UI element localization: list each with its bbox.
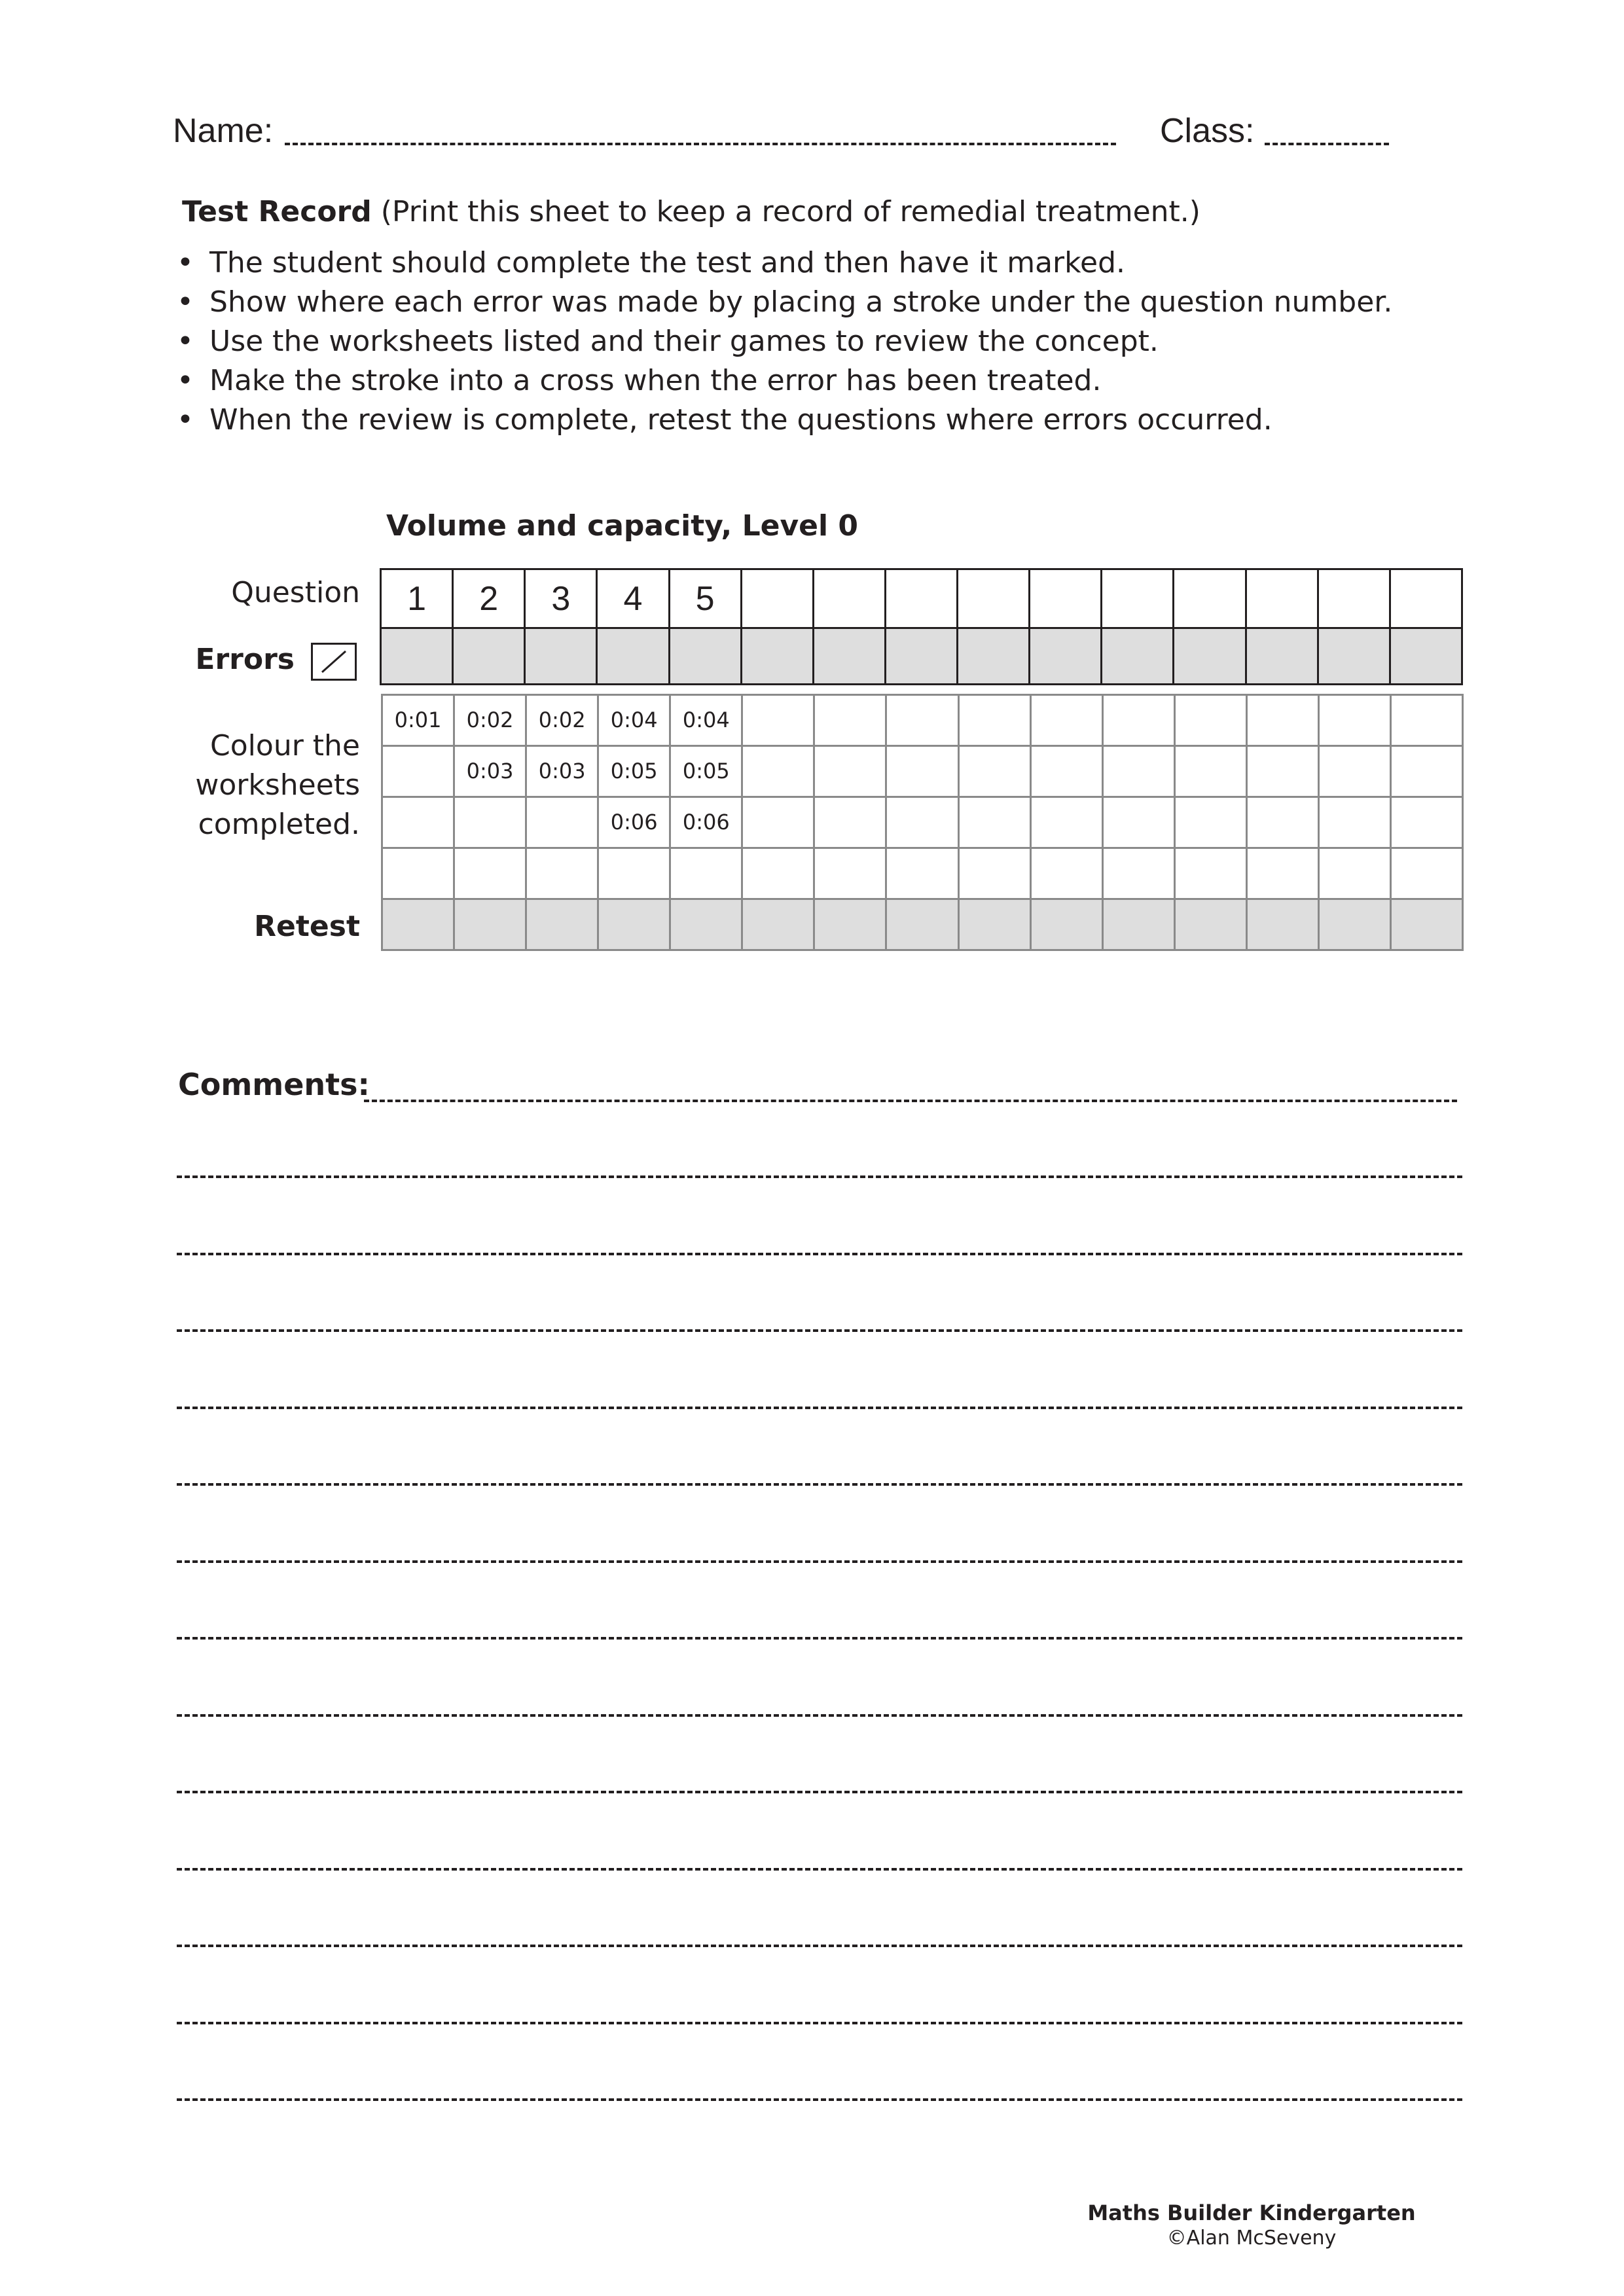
worksheet-cell[interactable] bbox=[742, 695, 814, 746]
errors-cell[interactable] bbox=[741, 628, 813, 685]
worksheet-cell[interactable] bbox=[382, 848, 454, 899]
intro-title: Test Record bbox=[182, 195, 372, 228]
worksheet-cell[interactable] bbox=[886, 746, 958, 797]
errors-row bbox=[381, 628, 1462, 685]
instruction-item: • Make the stroke into a cross when the error has been treated. bbox=[177, 361, 1392, 401]
worksheet-cell[interactable] bbox=[526, 797, 598, 848]
footer-copyright: ©Alan McSeveny bbox=[1166, 2227, 1337, 2250]
retest-cell[interactable] bbox=[526, 899, 598, 950]
question-number-cell bbox=[1102, 569, 1174, 628]
instruction-list bbox=[177, 243, 1392, 440]
worksheet-cell[interactable] bbox=[382, 746, 454, 797]
question-number-cell bbox=[885, 569, 957, 628]
question-number-cell bbox=[1030, 569, 1102, 628]
worksheet-cell[interactable]: 0:05 bbox=[670, 746, 742, 797]
worksheet-cell[interactable] bbox=[814, 695, 886, 746]
errors-cell[interactable] bbox=[1030, 628, 1102, 685]
comment-line[interactable] bbox=[177, 1407, 1462, 1409]
worksheet-cell[interactable] bbox=[958, 746, 1030, 797]
errors-cell[interactable] bbox=[1246, 628, 1318, 685]
retest-cell[interactable] bbox=[670, 899, 742, 950]
intro-text bbox=[182, 195, 1200, 228]
errors-cell[interactable] bbox=[525, 628, 597, 685]
question-number-cell bbox=[1318, 569, 1390, 628]
worksheet-cell[interactable] bbox=[1246, 848, 1318, 899]
worksheet-cell[interactable] bbox=[886, 797, 958, 848]
question-number-cell bbox=[1174, 569, 1246, 628]
instruction-item: • Use the worksheets listed and their games to review the concept. bbox=[177, 322, 1392, 361]
comment-line[interactable] bbox=[177, 1253, 1462, 1255]
question-errors-table bbox=[380, 568, 1463, 685]
name-label: Name: bbox=[173, 112, 274, 150]
worksheet-cell[interactable] bbox=[1246, 797, 1318, 848]
comment-line[interactable] bbox=[177, 1791, 1462, 1793]
comment-line[interactable] bbox=[177, 1483, 1462, 1486]
question-row-label: Question bbox=[231, 576, 360, 609]
class-label: Class: bbox=[1160, 112, 1255, 150]
intro-note: (Print this sheet to keep a record of remedial treatment.) bbox=[371, 195, 1200, 228]
worksheet-cell[interactable] bbox=[742, 797, 814, 848]
question-number-cell bbox=[813, 569, 885, 628]
retest-cell[interactable] bbox=[886, 899, 958, 950]
errors-cell[interactable] bbox=[669, 628, 741, 685]
retest-cell[interactable] bbox=[814, 899, 886, 950]
errors-cell[interactable] bbox=[1102, 628, 1174, 685]
footer-title: Maths Builder Kindergarten bbox=[1087, 2200, 1416, 2225]
worksheet-cell[interactable] bbox=[1318, 746, 1390, 797]
comment-line[interactable] bbox=[177, 2098, 1462, 2101]
worksheet-cell[interactable] bbox=[1318, 695, 1390, 746]
errors-cell[interactable] bbox=[381, 628, 453, 685]
instruction-item: • Show where each error was made by placing a stroke under the question number. bbox=[177, 283, 1392, 322]
worksheet-cell[interactable] bbox=[1102, 797, 1174, 848]
worksheet-cell[interactable] bbox=[886, 695, 958, 746]
worksheet-cell[interactable] bbox=[1246, 746, 1318, 797]
worksheet-row bbox=[382, 848, 1463, 899]
errors-cell[interactable] bbox=[885, 628, 957, 685]
worksheet-cell[interactable] bbox=[1390, 848, 1462, 899]
worksheet-cell[interactable] bbox=[598, 848, 670, 899]
errors-cell[interactable] bbox=[597, 628, 669, 685]
worksheet-cell[interactable]: 0:04 bbox=[670, 695, 742, 746]
retest-cell[interactable] bbox=[1102, 899, 1174, 950]
worksheet-row bbox=[382, 746, 1463, 797]
question-number-cell: 1 bbox=[381, 569, 453, 628]
worksheet-cell[interactable] bbox=[1030, 848, 1102, 899]
question-number-cell: 3 bbox=[525, 569, 597, 628]
worksheet-cell[interactable] bbox=[454, 797, 526, 848]
name-field-line[interactable] bbox=[285, 143, 1116, 145]
worksheet-cell[interactable] bbox=[886, 848, 958, 899]
worksheet-cell[interactable] bbox=[1102, 695, 1174, 746]
errors-row-label: Errors bbox=[195, 643, 295, 676]
worksheet-cell[interactable] bbox=[958, 848, 1030, 899]
worksheet-cell[interactable] bbox=[814, 848, 886, 899]
question-number-row bbox=[381, 569, 1462, 628]
stroke-box-icon bbox=[311, 643, 357, 681]
worksheet-cell[interactable]: 0:06 bbox=[670, 797, 742, 848]
worksheet-cell[interactable]: 0:02 bbox=[454, 695, 526, 746]
comments-label: Comments: bbox=[178, 1067, 370, 1102]
worksheet-cell[interactable] bbox=[1174, 695, 1246, 746]
worksheet-cell[interactable] bbox=[958, 797, 1030, 848]
worksheet-cell[interactable] bbox=[814, 797, 886, 848]
retest-cell[interactable] bbox=[1318, 899, 1390, 950]
worksheet-cell[interactable] bbox=[1174, 797, 1246, 848]
comment-line[interactable] bbox=[177, 1329, 1462, 1332]
worksheet-cell[interactable] bbox=[1390, 695, 1462, 746]
retest-cell[interactable] bbox=[382, 899, 454, 950]
retest-cell[interactable] bbox=[1390, 899, 1462, 950]
worksheet-cell[interactable]: 0:02 bbox=[526, 695, 598, 746]
instruction-item: • When the review is complete, retest the questions where errors occurred. bbox=[177, 401, 1392, 440]
comment-line[interactable] bbox=[177, 1714, 1462, 1717]
worksheet-row bbox=[382, 695, 1463, 746]
worksheet-cell[interactable] bbox=[670, 848, 742, 899]
question-number-cell: 2 bbox=[453, 569, 525, 628]
retest-cell[interactable] bbox=[598, 899, 670, 950]
retest-row-label: Retest bbox=[254, 910, 360, 943]
worksheet-cell[interactable] bbox=[814, 746, 886, 797]
worksheet-row bbox=[382, 797, 1463, 848]
retest-cell[interactable] bbox=[1246, 899, 1318, 950]
worksheets-row-label: Colour the worksheets completed. bbox=[195, 729, 360, 841]
retest-cell[interactable] bbox=[742, 899, 814, 950]
question-number-cell bbox=[1390, 569, 1462, 628]
retest-cell[interactable] bbox=[1030, 899, 1102, 950]
instruction-item: • The student should complete the test and then have it marked. bbox=[177, 243, 1392, 283]
class-field-line[interactable] bbox=[1265, 143, 1389, 145]
retest-cell[interactable] bbox=[454, 899, 526, 950]
retest-cell[interactable] bbox=[958, 899, 1030, 950]
errors-cell[interactable] bbox=[453, 628, 525, 685]
worksheet-cell[interactable] bbox=[1102, 848, 1174, 899]
worksheet-cell[interactable] bbox=[1246, 695, 1318, 746]
worksheet-cell[interactable]: 0:03 bbox=[454, 746, 526, 797]
comment-line[interactable] bbox=[177, 1945, 1462, 1947]
worksheet-cell[interactable] bbox=[1174, 746, 1246, 797]
worksheet-cell[interactable] bbox=[1030, 695, 1102, 746]
errors-cell[interactable] bbox=[1318, 628, 1390, 685]
errors-cell[interactable] bbox=[813, 628, 885, 685]
comment-line[interactable] bbox=[177, 1868, 1462, 1871]
errors-cell[interactable] bbox=[1174, 628, 1246, 685]
worksheet-cell[interactable]: 0:05 bbox=[598, 746, 670, 797]
worksheets-table bbox=[381, 694, 1464, 951]
comments-line[interactable] bbox=[364, 1100, 1457, 1102]
retest-cell[interactable] bbox=[1174, 899, 1246, 950]
worksheet-cell[interactable] bbox=[958, 695, 1030, 746]
question-number-cell bbox=[958, 569, 1030, 628]
question-number-cell: 5 bbox=[669, 569, 741, 628]
worksheet-cell[interactable] bbox=[382, 797, 454, 848]
comment-line[interactable] bbox=[177, 1637, 1462, 1640]
worksheet-cell[interactable] bbox=[1030, 746, 1102, 797]
worksheet-cell[interactable] bbox=[1390, 746, 1462, 797]
worksheet-cell[interactable] bbox=[1174, 848, 1246, 899]
worksheet-cell[interactable]: 0:01 bbox=[382, 695, 454, 746]
table-title: Volume and capacity, Level 0 bbox=[386, 509, 858, 543]
worksheet-cell[interactable] bbox=[742, 746, 814, 797]
worksheet-cell[interactable]: 0:04 bbox=[598, 695, 670, 746]
retest-row bbox=[382, 899, 1463, 950]
worksheet-cell[interactable] bbox=[454, 848, 526, 899]
worksheet-cell[interactable]: 0:03 bbox=[526, 746, 598, 797]
worksheet-cell[interactable] bbox=[526, 848, 598, 899]
comment-line[interactable] bbox=[177, 1560, 1462, 1563]
errors-cell[interactable] bbox=[1390, 628, 1462, 685]
errors-cell[interactable] bbox=[958, 628, 1030, 685]
worksheet-cell[interactable] bbox=[1318, 848, 1390, 899]
worksheet-cell[interactable] bbox=[742, 848, 814, 899]
question-number-cell bbox=[1246, 569, 1318, 628]
worksheet-cell[interactable] bbox=[1030, 797, 1102, 848]
worksheet-cell[interactable]: 0:06 bbox=[598, 797, 670, 848]
worksheet-cell[interactable] bbox=[1390, 797, 1462, 848]
question-number-cell bbox=[741, 569, 813, 628]
comment-line[interactable] bbox=[177, 2022, 1462, 2024]
question-number-cell: 4 bbox=[597, 569, 669, 628]
worksheet-cell[interactable] bbox=[1318, 797, 1390, 848]
worksheet-cell[interactable] bbox=[1102, 746, 1174, 797]
comment-line[interactable] bbox=[177, 1175, 1462, 1178]
